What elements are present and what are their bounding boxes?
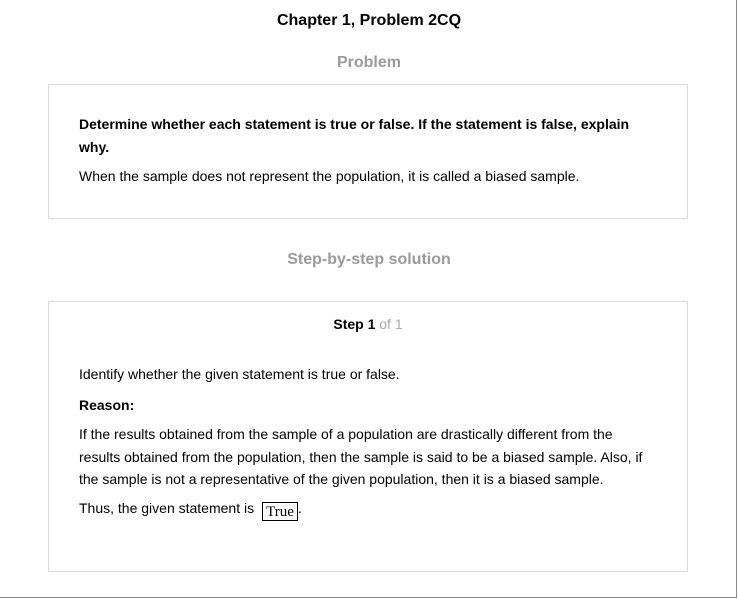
conclusion-prefix: Thus, the given statement is <box>79 499 255 516</box>
solution-heading: Step-by-step solution <box>287 251 451 268</box>
conclusion-suffix: . <box>297 499 302 516</box>
problem-statement: When the sample does not represent the population, it is called a biased sample. <box>79 168 580 184</box>
step-label: Step 1 <box>333 316 376 332</box>
reason-label: Reason: <box>79 396 135 413</box>
solution-card <box>48 301 688 572</box>
problem-question: Determine whether each statement is true or false. If the statement is false, explain why. <box>79 116 630 155</box>
conclusion <box>79 497 657 521</box>
identify-text: Identify whether the given statement is true or false. <box>79 366 400 382</box>
step-count: of 1 <box>379 316 403 332</box>
problem-card <box>48 84 688 219</box>
problem-heading: Problem <box>336 54 401 71</box>
step-header <box>79 315 657 333</box>
reason-explanation: If the results obtained from the sample of a population are drastically different from the results obtained from the population, then the sample is said to be a biased sample. Also, if the sample is not a representative of the given population, then it is a biased sample. <box>79 426 643 487</box>
answer-box: True <box>262 502 298 521</box>
chapter-title: Chapter 1, Problem 2CQ <box>276 12 462 29</box>
